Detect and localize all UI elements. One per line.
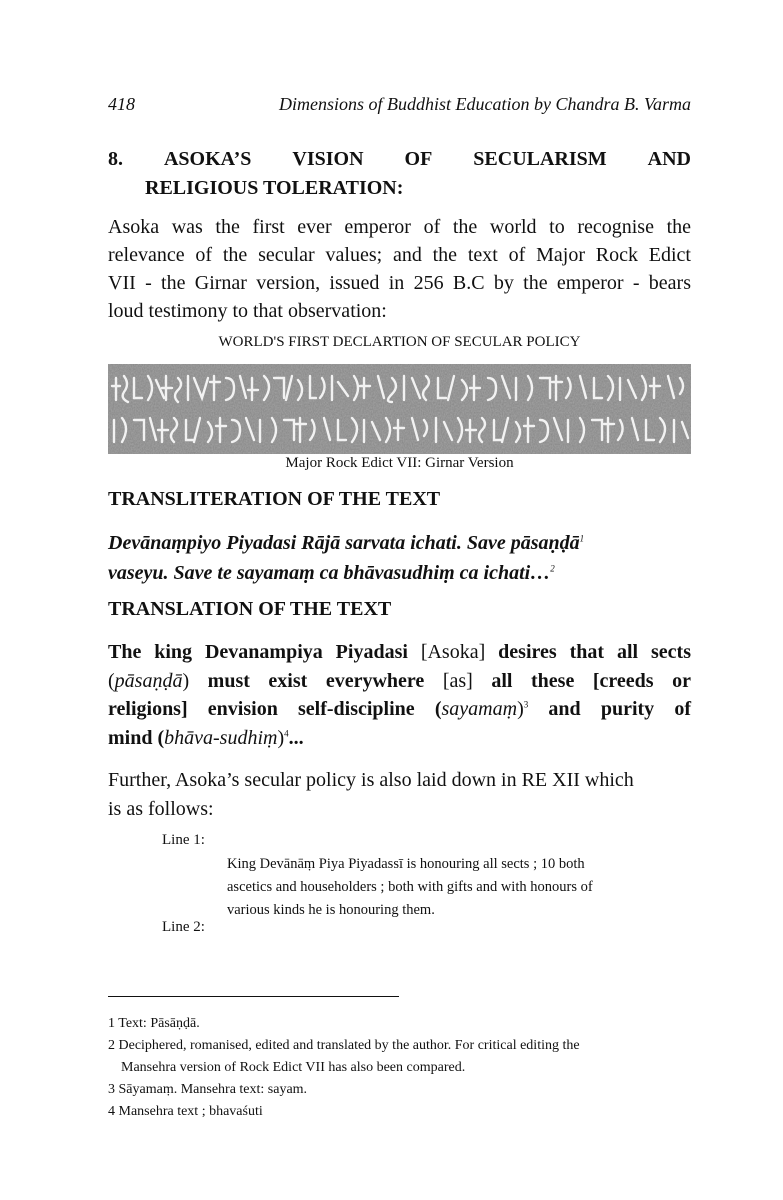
intro-line: Asoka was the first ever emperor of the world to recognise the bbox=[108, 216, 691, 238]
section-number: 8. bbox=[108, 148, 123, 170]
footnote-2-continued: Mansehra version of Rock Edict VII has also been compared. bbox=[121, 1060, 466, 1075]
text-run: ( bbox=[108, 669, 115, 692]
heading-line-2: RELIGIOUS TOLERATION: bbox=[145, 177, 404, 199]
inscription-texture bbox=[108, 364, 691, 454]
footnote-ref: 2 bbox=[550, 563, 555, 574]
running-head bbox=[108, 94, 691, 120]
text-run: desires that all sects bbox=[485, 641, 691, 663]
footnote-ref: 3 bbox=[523, 699, 529, 710]
page-number: 418 bbox=[108, 94, 135, 114]
transliteration-line-text: Devānaṃpiyo Piyadasi Rājā sarvata ichati. Save pāsaṇḍā bbox=[108, 532, 580, 554]
heading-word: ASOKA’S bbox=[163, 148, 252, 170]
text-run: and purity of bbox=[528, 698, 692, 720]
text-run: [Asoka] bbox=[420, 641, 486, 663]
footnotes bbox=[108, 1013, 698, 1123]
text-run: ... bbox=[288, 726, 304, 749]
footnote-4: 4 Mansehra text ; bhavaśuti bbox=[108, 1104, 263, 1119]
heading-word: OF bbox=[404, 148, 433, 170]
re-xii-line: is as follows: bbox=[108, 798, 214, 820]
footnote-ref: 1 bbox=[579, 533, 585, 544]
text-run: mind ( bbox=[108, 726, 165, 749]
text-run: pāsaṇḍā bbox=[114, 669, 183, 692]
translation-text bbox=[108, 638, 691, 752]
transliteration-text bbox=[108, 528, 691, 588]
text-run: sayamaṃ bbox=[441, 698, 518, 720]
re-xii-quote bbox=[227, 853, 667, 922]
translation-line bbox=[108, 695, 691, 724]
heading-word: VISION bbox=[292, 148, 364, 170]
footnote-divider bbox=[108, 996, 399, 997]
book-title: Dimensions of Buddhist Education by Chandra B. Varma bbox=[279, 94, 691, 114]
quote-line: various kinds he is honouring them. bbox=[227, 902, 435, 918]
line-2-label: Line 2: bbox=[162, 919, 205, 935]
text-run: The king Devanampiya Piyadasi bbox=[108, 641, 421, 663]
quote-line: King Devānāṃ Piya Piyadassī is honouring all sects ; 10 both bbox=[227, 856, 585, 872]
transliteration-line bbox=[108, 558, 691, 588]
intro-line: VII - the Girnar version, issued in 256 B.C by the emperor - bears bbox=[108, 272, 691, 294]
transliteration-heading: TRANSLITERATION OF THE TEXT bbox=[108, 488, 441, 510]
quote-line: ascetics and householders ; both with gifts and with honours of bbox=[227, 879, 593, 895]
text-run: ) bbox=[182, 669, 190, 692]
text-run: must exist everywhere bbox=[189, 669, 443, 692]
transliteration-line-text: vaseyu. Save te sayamaṃ ca bhāvasudhiṃ ca ichati… bbox=[108, 562, 551, 584]
transliteration-line bbox=[108, 528, 691, 558]
footnote-ref: 4 bbox=[284, 727, 289, 738]
translation-line bbox=[108, 667, 691, 696]
text-run: ) bbox=[277, 726, 285, 749]
translation-line bbox=[108, 724, 691, 753]
re-xii-line: Further, Asoka’s secular policy is also laid down in RE XII which bbox=[108, 769, 634, 791]
footnote-3: 3 Sāyamaṃ. Mansehra text: sayam. bbox=[108, 1082, 308, 1097]
line-1-label: Line 1: bbox=[162, 832, 205, 848]
heading-word: SECULARISM bbox=[473, 148, 607, 170]
inscription-image-caption: Major Rock Edict VII: Girnar Version bbox=[285, 455, 514, 471]
section-heading bbox=[108, 145, 691, 203]
translation-line bbox=[108, 638, 691, 667]
footnote-1: 1 Text: Pāsāṇḍā. bbox=[108, 1016, 200, 1031]
text-run: bhāva-sudhiṃ bbox=[164, 726, 278, 749]
heading-word: AND bbox=[647, 148, 691, 170]
intro-line: loud testimony to that observation: bbox=[108, 300, 387, 322]
inscription-caption: WORLD'S FIRST DECLARTION OF SECULAR POLICY bbox=[218, 334, 581, 350]
text-run: ) bbox=[517, 698, 524, 720]
text-run: [as] bbox=[442, 669, 473, 692]
text-run: all these [creeds or bbox=[472, 669, 691, 692]
text-run: religions] envision self-discipline ( bbox=[108, 698, 442, 720]
edict-inscription-image bbox=[108, 364, 691, 454]
translation-heading: TRANSLATION OF THE TEXT bbox=[108, 598, 392, 620]
intro-paragraph bbox=[108, 213, 691, 325]
re-xii-paragraph bbox=[108, 766, 691, 824]
intro-line: relevance of the secular values; and the text of Major Rock Edict bbox=[108, 244, 691, 266]
footnote-2: 2 Deciphered, romanised, edited and translated by the author. For critical editing the bbox=[108, 1038, 580, 1053]
